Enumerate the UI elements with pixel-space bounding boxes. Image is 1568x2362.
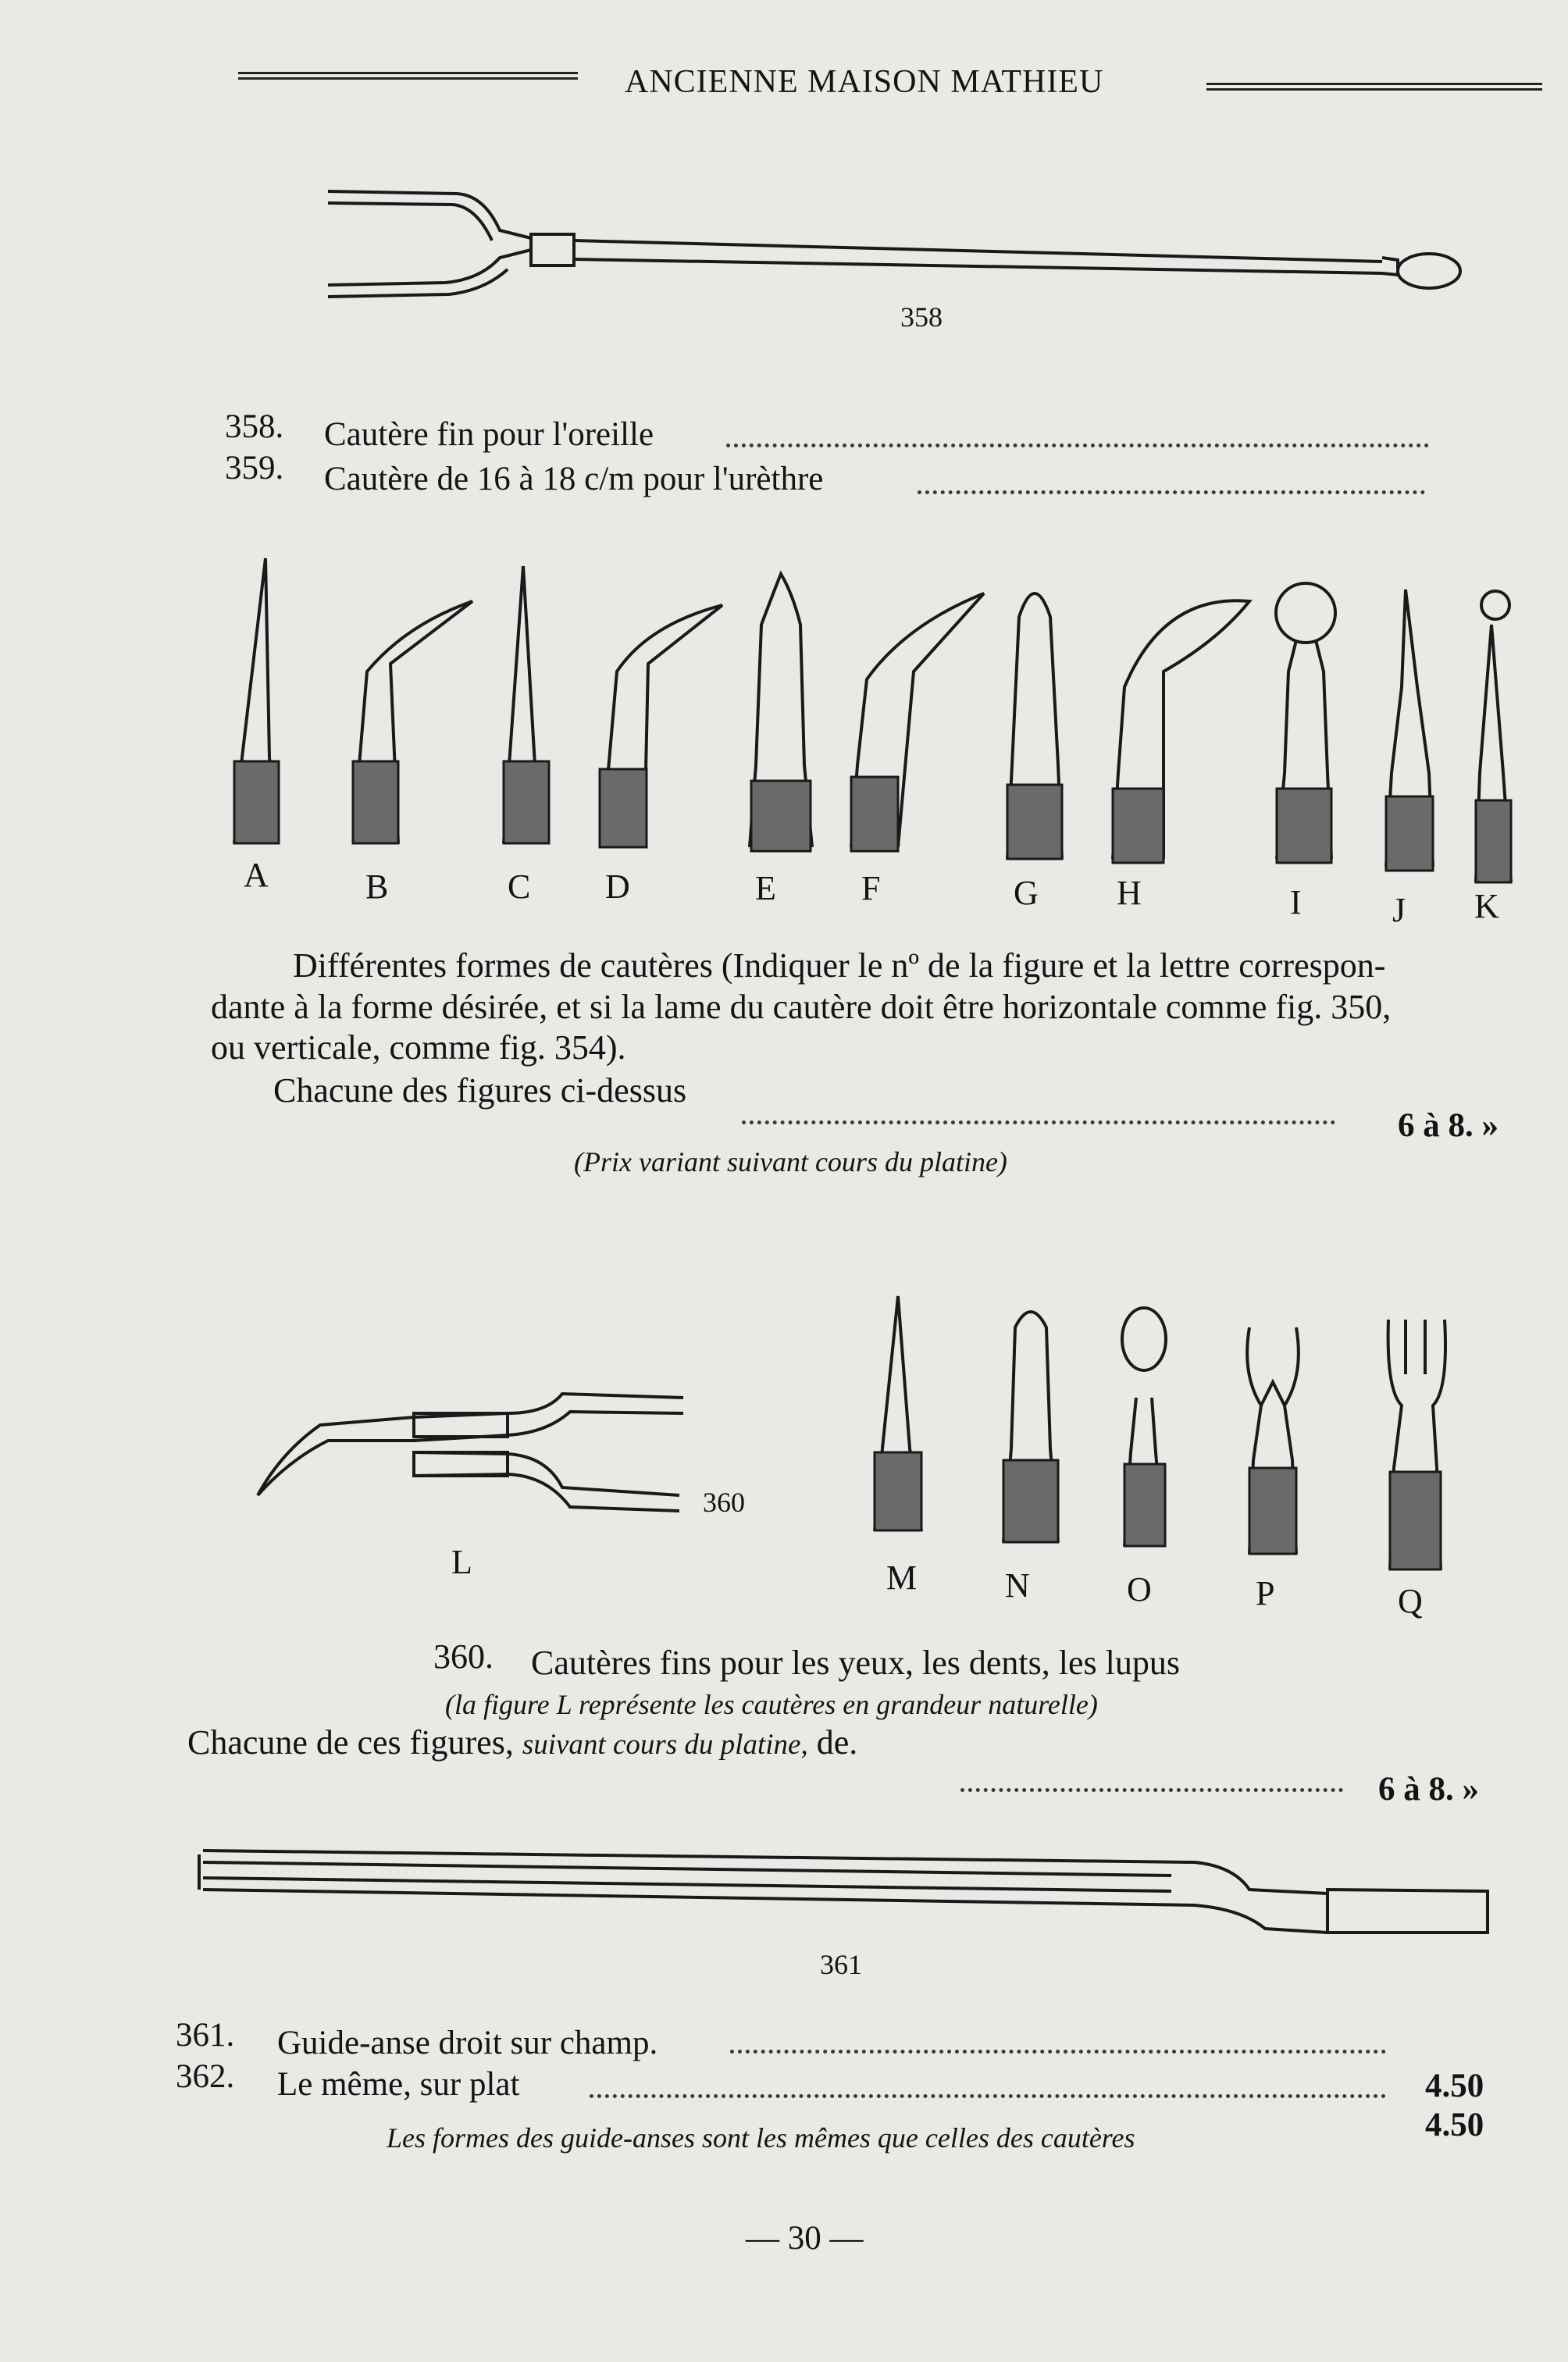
page-number: — 30 — (746, 2220, 864, 2257)
cautery-tips-row-2 (875, 1296, 1445, 1569)
item-360-each-line (187, 1723, 858, 1762)
item-359-leader (918, 490, 1425, 494)
cautery-tips-row-1 (234, 558, 1511, 882)
tip-letter-D: D (605, 867, 630, 906)
forms-description-line-3: ou verticale, comme fig. 354). (211, 1028, 626, 1067)
tip-letter-E: E (755, 869, 776, 907)
item-362-price: 4.50 (1425, 2107, 1484, 2143)
tip-letter-I: I (1290, 883, 1302, 921)
forms-each-price: 6 à 8. » (1398, 1107, 1499, 1144)
tip-letter-O: O (1127, 1570, 1152, 1609)
item-362-text: Le même, sur plat (277, 2066, 520, 2103)
item-361-leader (730, 2050, 1386, 2054)
forms-description-line-1: Différentes formes de cautères (Indiquer le nº de la figure et la lettre correspon- (293, 946, 1386, 985)
tip-letter-C: C (508, 867, 531, 906)
figure-361-label: 361 (820, 1949, 862, 1980)
tip-letter-G: G (1014, 874, 1039, 912)
item-360-price: 6 à 8. » (1378, 1771, 1479, 1808)
forms-price-note: (Prix variant suivant cours du platine) (574, 1146, 1007, 1177)
tip-letter-A: A (244, 856, 269, 894)
guide-anse-361-drawing (199, 1851, 1488, 1933)
page-header-title: ANCIENNE MAISON MATHIEU (625, 64, 1104, 100)
item-360-note: (la figure L représente les cautères en grandeur naturelle) (445, 1689, 1098, 1720)
cautery-360-L-drawing (258, 1394, 683, 1511)
tip-letter-H: H (1117, 874, 1142, 912)
forms-description-line-2: dante à la forme désirée, et si la lame du cautère doit être horizontale comme fig. 350, (211, 988, 1392, 1026)
guide-anse-footnote: Les formes des guide-anses sont les mêmes que celles des cautères (387, 2122, 1135, 2154)
item-361-text: Guide-anse droit sur champ. (277, 2025, 658, 2061)
tip-letter-M: M (886, 1559, 918, 1597)
item-359-text: Cautère de 16 à 18 c/m pour l'urèthre (324, 461, 824, 497)
tip-letter-P: P (1256, 1574, 1275, 1612)
item-361-number: 361. (176, 2017, 235, 2054)
item-360-text: Cautères fins pour les yeux, les dents, les lupus (531, 1644, 1180, 1682)
item-358-leader (726, 444, 1429, 447)
tip-letter-K: K (1474, 887, 1499, 925)
tip-letter-J: J (1392, 891, 1406, 929)
item-360-each-b: suivant cours du platine, (522, 1729, 808, 1761)
item-360-each-a: Chacune de ces figures, (187, 1723, 522, 1762)
item-360-leader (960, 1788, 1343, 1792)
tip-letter-N: N (1005, 1566, 1030, 1605)
forms-each-leader (742, 1120, 1335, 1124)
figure-360-label: 360 (703, 1487, 745, 1518)
tip-letter-F: F (861, 869, 881, 907)
item-361-price: 4.50 (1425, 2068, 1484, 2104)
figure-358-label: 358 (900, 301, 943, 333)
item-360-number: 360. (433, 1637, 494, 1676)
forms-each-label: Chacune des figures ci-dessus (273, 1071, 687, 1110)
tip-letter-Q: Q (1398, 1582, 1423, 1620)
cautery-358-drawing (328, 191, 1460, 297)
item-362-number: 362. (176, 2058, 235, 2095)
item-359-number: 359. (225, 450, 284, 486)
item-358-text: Cautère fin pour l'oreille (324, 416, 654, 453)
tip-letter-B: B (365, 867, 389, 906)
item-360-each-c: de. (807, 1723, 858, 1762)
item-362-leader (590, 2094, 1386, 2098)
item-358-number: 358. (225, 408, 284, 445)
tip-letter-L: L (451, 1543, 472, 1581)
